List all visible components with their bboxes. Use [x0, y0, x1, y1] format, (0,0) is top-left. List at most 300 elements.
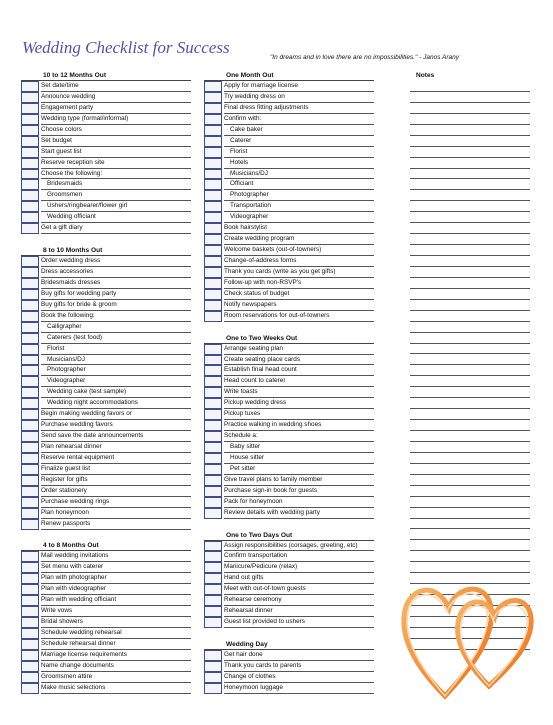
checklist-item-label: Musicians/DJ — [41, 355, 191, 366]
checkbox[interactable] — [204, 300, 222, 311]
checkbox[interactable] — [21, 333, 39, 344]
page-title: Wedding Checklist for Success — [22, 38, 230, 57]
section-heading: One Month Out — [204, 70, 374, 81]
notes-line[interactable] — [410, 442, 530, 453]
checkbox[interactable] — [204, 158, 222, 169]
checklist-item-label: Choose the following: — [41, 169, 191, 180]
checkbox[interactable] — [204, 114, 222, 125]
checkbox[interactable] — [204, 81, 222, 92]
notes-line[interactable] — [410, 267, 530, 278]
notes-line[interactable] — [410, 169, 530, 180]
checklist-item — [21, 387, 191, 398]
checkbox[interactable] — [204, 212, 222, 223]
checklist-item-label: Create seating place cards — [224, 355, 374, 366]
checklist-item-label: House sitter — [224, 453, 374, 464]
checklist-item-label: Wedding officiant — [41, 212, 191, 223]
checklist-item — [204, 442, 374, 453]
checkbox[interactable] — [204, 672, 222, 683]
checkbox[interactable] — [21, 355, 39, 366]
checklist-item-label: Buy gifts for wedding party — [41, 289, 191, 300]
checklist-item-label: Give travel plans to family member — [224, 475, 374, 486]
section-gap — [21, 234, 191, 245]
checklist-section — [21, 245, 191, 529]
checkbox[interactable] — [204, 289, 222, 300]
checkbox[interactable] — [21, 114, 39, 125]
checkbox[interactable] — [204, 245, 222, 256]
checklist-item — [204, 541, 374, 552]
checklist-item-label: Purchase wedding favors — [41, 420, 191, 431]
checklist-item — [21, 289, 191, 300]
checkbox[interactable] — [21, 387, 39, 398]
checklist-item — [204, 551, 374, 562]
checklist-item — [204, 289, 374, 300]
notes-line[interactable] — [410, 333, 530, 344]
checkbox[interactable] — [204, 125, 222, 136]
checklist-item — [204, 617, 374, 628]
checklist-item — [21, 431, 191, 442]
checklist-item-label: Groomsmen — [41, 190, 191, 201]
checkbox[interactable] — [204, 179, 222, 190]
notes-line[interactable] — [410, 387, 530, 398]
checklist-item-label: Make music selections — [41, 683, 191, 694]
checklist-item — [204, 365, 374, 376]
checkbox[interactable] — [21, 376, 39, 387]
checkbox[interactable] — [21, 147, 39, 158]
notes-line[interactable] — [410, 431, 530, 442]
checkbox[interactable] — [21, 420, 39, 431]
notes-line[interactable] — [410, 103, 530, 114]
notes-line[interactable] — [410, 311, 530, 322]
notes-line[interactable] — [410, 125, 530, 136]
checkbox[interactable] — [21, 267, 39, 278]
checklist-item-label: Get hair done — [224, 650, 374, 661]
checkbox[interactable] — [21, 650, 39, 661]
checklist-item-label: Write vows — [41, 606, 191, 617]
checkbox[interactable] — [21, 223, 39, 234]
checklist-item — [204, 431, 374, 442]
checklist-item-label: Bridal showers — [41, 617, 191, 628]
checkbox[interactable] — [204, 486, 222, 497]
checklist-item — [21, 311, 191, 322]
notes-line[interactable] — [410, 201, 530, 212]
checkbox[interactable] — [204, 376, 222, 387]
checkbox[interactable] — [21, 595, 39, 606]
checkbox[interactable] — [21, 322, 39, 333]
checklist-item — [21, 584, 191, 595]
checklist-item-label: Confirm with: — [224, 114, 374, 125]
checklist-item-label: Final dress fitting adjustments — [224, 103, 374, 114]
checkbox[interactable] — [21, 125, 39, 136]
checklist-item — [21, 551, 191, 562]
checkbox[interactable] — [204, 355, 222, 366]
checklist-item — [21, 497, 191, 508]
checkbox[interactable] — [204, 562, 222, 573]
checklist-item — [21, 179, 191, 190]
checkbox[interactable] — [21, 672, 39, 683]
notes-line[interactable] — [410, 212, 530, 223]
checklist-item-label: Write toasts — [224, 387, 374, 398]
notes-line[interactable] — [410, 114, 530, 125]
checkbox[interactable] — [204, 201, 222, 212]
checklist-item-label: Practice walking in wedding shoes — [224, 420, 374, 431]
checklist-item — [204, 497, 374, 508]
checklist-item-label: Name change documents — [41, 661, 191, 672]
checklist-item-label: Transportation — [224, 201, 374, 212]
checklist-item-label: Guest list provided to ushers — [224, 617, 374, 628]
checklist-item-label: Mail wedding invitations — [41, 551, 191, 562]
checklist-item — [204, 661, 374, 672]
checklist-item — [204, 267, 374, 278]
checkbox[interactable] — [21, 442, 39, 453]
notes-lines — [410, 81, 530, 650]
checkbox[interactable] — [204, 136, 222, 147]
notes-line[interactable] — [410, 486, 530, 497]
checkbox[interactable] — [21, 92, 39, 103]
notes-line[interactable] — [410, 475, 530, 486]
checkbox[interactable] — [204, 508, 222, 519]
checklist-item-label: Thank you cards to parents — [224, 661, 374, 672]
checklist-item-label: Musicians/DJ — [224, 169, 374, 180]
checklist-item — [204, 672, 374, 683]
checkbox[interactable] — [21, 81, 39, 92]
checklist-item — [204, 398, 374, 409]
checklist-item — [21, 267, 191, 278]
checkbox[interactable] — [21, 311, 39, 322]
section-gap — [204, 628, 374, 639]
checklist-item-label: Set budget — [41, 136, 191, 147]
checkbox[interactable] — [21, 179, 39, 190]
checkbox[interactable] — [204, 464, 222, 475]
checklist-item-label: Arrange seating plan — [224, 344, 374, 355]
checklist-item-label: Change of clothes — [224, 672, 374, 683]
checklist-item-label: Manicure/Pedicure (relax) — [224, 562, 374, 573]
checklist-item — [204, 234, 374, 245]
notes-line[interactable] — [410, 398, 530, 409]
checklist-item-label: Schedule wedding rehearsal — [41, 628, 191, 639]
checkbox[interactable] — [204, 223, 222, 234]
checklist-item-label: Baby sitter — [224, 442, 374, 453]
notes-line[interactable] — [410, 529, 530, 540]
checklist-item — [21, 650, 191, 661]
checklist-item-label: Assign responsibilities (corsages, greeting, etc) — [224, 541, 374, 552]
checklist-item — [204, 344, 374, 355]
notes-line[interactable] — [410, 453, 530, 464]
notes-line[interactable] — [410, 81, 530, 92]
checklist-item — [21, 519, 191, 530]
checkbox[interactable] — [21, 190, 39, 201]
notes-line[interactable] — [410, 365, 530, 376]
notes-line[interactable] — [410, 376, 530, 387]
checklist-item — [204, 81, 374, 92]
checklist-item — [204, 311, 374, 322]
checklist-item — [204, 147, 374, 158]
checkbox[interactable] — [21, 464, 39, 475]
checklist-item — [21, 475, 191, 486]
checklist-item-label: Caterer — [224, 136, 374, 147]
notes-line[interactable] — [410, 256, 530, 267]
checklist-item — [204, 595, 374, 606]
checkbox[interactable] — [204, 234, 222, 245]
checklist-item — [204, 103, 374, 114]
checklist-item-label: Pet sitter — [224, 464, 374, 475]
checkbox[interactable] — [204, 147, 222, 158]
notes-line[interactable] — [410, 344, 530, 355]
checkbox[interactable] — [21, 475, 39, 486]
checklist-item-label: Head count to caterer — [224, 376, 374, 387]
checklist-item — [204, 212, 374, 223]
checklist-item-label: Room reservations for out-of-towners — [224, 311, 374, 322]
checklist-item — [204, 256, 374, 267]
checkbox[interactable] — [21, 201, 39, 212]
checklist-item — [21, 190, 191, 201]
notes-line[interactable] — [410, 136, 530, 147]
checklist-item-label: Purchase sign-in book for guests — [224, 486, 374, 497]
checkbox[interactable] — [204, 398, 222, 409]
checkbox[interactable] — [21, 497, 39, 508]
notes-line[interactable] — [410, 497, 530, 508]
checkbox[interactable] — [21, 300, 39, 311]
notes-line[interactable] — [410, 190, 530, 201]
notes-line[interactable] — [410, 519, 530, 530]
checklist-section — [21, 70, 191, 234]
checklist-item-label: Videographer — [224, 212, 374, 223]
notes-line[interactable] — [410, 508, 530, 519]
checklist-item-label: Cake baker — [224, 125, 374, 136]
checkbox[interactable] — [204, 92, 222, 103]
checklist-item-label: Announce wedding — [41, 92, 191, 103]
checklist-item — [21, 278, 191, 289]
notes-line[interactable] — [410, 464, 530, 475]
checkbox[interactable] — [21, 278, 39, 289]
notes-line[interactable] — [410, 234, 530, 245]
checkbox[interactable] — [204, 551, 222, 562]
checklist-item — [204, 650, 374, 661]
notes-line[interactable] — [410, 420, 530, 431]
checklist-item-label: Hotels — [224, 158, 374, 169]
notes-line[interactable] — [410, 223, 530, 234]
checklist-item — [21, 606, 191, 617]
checkbox[interactable] — [204, 344, 222, 355]
section-heading: 4 to 8 Months Out — [21, 540, 191, 551]
checklist-item-label: Photographer — [41, 365, 191, 376]
checklist-item — [204, 92, 374, 103]
checklist-item — [21, 158, 191, 169]
checkbox[interactable] — [21, 519, 39, 530]
checklist-item — [204, 376, 374, 387]
checklist-item-label: Plan with videographer — [41, 584, 191, 595]
checklist-item-label: Register for gifts — [41, 475, 191, 486]
checklist-item-label: Apply for marriage license — [224, 81, 374, 92]
checklist-item — [21, 300, 191, 311]
checklist-item — [21, 223, 191, 234]
checkbox[interactable] — [21, 683, 39, 694]
checklist-item — [21, 81, 191, 92]
checkbox[interactable] — [21, 617, 39, 628]
checkbox[interactable] — [21, 158, 39, 169]
checkbox[interactable] — [21, 453, 39, 464]
notes-line[interactable] — [410, 245, 530, 256]
checkbox[interactable] — [21, 289, 39, 300]
checkbox[interactable] — [204, 409, 222, 420]
notes-line[interactable] — [410, 300, 530, 311]
checkbox[interactable] — [204, 650, 222, 661]
checkbox[interactable] — [21, 628, 39, 639]
checklist-item — [21, 453, 191, 464]
checklist-item — [21, 92, 191, 103]
checklist-item — [204, 355, 374, 366]
checkbox[interactable] — [204, 617, 222, 628]
section-heading: Wedding Day — [204, 639, 374, 650]
checklist-item-label: Establish final head count — [224, 365, 374, 376]
checklist-item-label: Reserve reception site — [41, 158, 191, 169]
checkbox[interactable] — [204, 365, 222, 376]
section-gap — [204, 322, 374, 333]
checkbox[interactable] — [204, 573, 222, 584]
checkbox[interactable] — [204, 190, 222, 201]
checklist-item — [21, 573, 191, 584]
checkbox[interactable] — [21, 562, 39, 573]
checklist-item-label: Finalize guest list — [41, 464, 191, 475]
checkbox[interactable] — [204, 683, 222, 694]
checklist-column-1 — [21, 70, 191, 694]
checkbox[interactable] — [21, 169, 39, 180]
checklist-item — [204, 158, 374, 169]
notes-line[interactable] — [410, 179, 530, 190]
checkbox[interactable] — [204, 103, 222, 114]
checklist-item-label: Wedding type (formal/informal) — [41, 114, 191, 125]
checkbox[interactable] — [204, 442, 222, 453]
checkbox[interactable] — [204, 267, 222, 278]
checklist-item — [21, 147, 191, 158]
checklist-item-label: Plan with wedding officiant — [41, 595, 191, 606]
notes-line[interactable] — [410, 92, 530, 103]
checkbox[interactable] — [21, 212, 39, 223]
checkbox[interactable] — [21, 365, 39, 376]
checklist-item — [204, 114, 374, 125]
notes-line[interactable] — [410, 147, 530, 158]
checklist-item — [204, 278, 374, 289]
checkbox[interactable] — [204, 595, 222, 606]
checklist-item — [21, 376, 191, 387]
checklist-item — [21, 617, 191, 628]
checklist-item-label: Pickup wedding dress — [224, 398, 374, 409]
checklist-item-label: Dress accessories — [41, 267, 191, 278]
checklist-item-label: Purchase wedding rings — [41, 497, 191, 508]
checkbox[interactable] — [21, 431, 39, 442]
checkbox[interactable] — [204, 420, 222, 431]
checkbox[interactable] — [204, 661, 222, 672]
checklist-item — [21, 420, 191, 431]
checkbox[interactable] — [204, 497, 222, 508]
checklist-item — [21, 486, 191, 497]
checkbox[interactable] — [21, 409, 39, 420]
checkbox[interactable] — [204, 584, 222, 595]
checkbox[interactable] — [21, 486, 39, 497]
checklist-item — [21, 125, 191, 136]
checkbox[interactable] — [204, 431, 222, 442]
checkbox[interactable] — [21, 584, 39, 595]
checkbox[interactable] — [21, 573, 39, 584]
checkbox[interactable] — [21, 508, 39, 519]
checkbox[interactable] — [204, 278, 222, 289]
checklist-item — [204, 190, 374, 201]
checkbox[interactable] — [21, 136, 39, 147]
checklist-item-label: Hand out gifts — [224, 573, 374, 584]
notes-line[interactable] — [410, 409, 530, 420]
quote: "In dreams and in love there are no impossibilities." - Janos Arany — [270, 54, 459, 61]
checkbox[interactable] — [21, 661, 39, 672]
checklist-item — [204, 201, 374, 212]
checkbox[interactable] — [204, 311, 222, 322]
checkbox[interactable] — [21, 551, 39, 562]
checklist-item-label: Plan honeymoon — [41, 508, 191, 519]
notes-column — [410, 70, 530, 650]
notes-line[interactable] — [410, 158, 530, 169]
hearts-icon — [397, 568, 537, 703]
checkbox[interactable] — [204, 541, 222, 552]
checkbox[interactable] — [204, 169, 222, 180]
checklist-item-label: Order wedding dress — [41, 256, 191, 267]
notes-line[interactable] — [410, 551, 530, 562]
checkbox[interactable] — [21, 639, 39, 650]
checkbox[interactable] — [21, 103, 39, 114]
checklist-item — [21, 333, 191, 344]
checklist-item-label: Welcome baskets (out-of-towners) — [224, 245, 374, 256]
notes-line[interactable] — [410, 354, 530, 365]
checklist-item — [204, 169, 374, 180]
notes-line[interactable] — [410, 540, 530, 551]
checklist-item-label: Plan rehearsal dinner — [41, 442, 191, 453]
checklist-item-label: Create wedding program — [224, 234, 374, 245]
checklist-item-label: Schedule rehearsal dinner — [41, 639, 191, 650]
checklist-item-label: Review details with wedding party — [224, 508, 374, 519]
checklist-item-label: Check status of budget — [224, 289, 374, 300]
checklist-item-label: Plan with photographer — [41, 573, 191, 584]
checkbox[interactable] — [21, 606, 39, 617]
checklist-item — [204, 245, 374, 256]
checklist-item-label: Send save the date announcements — [41, 431, 191, 442]
checkbox[interactable] — [21, 344, 39, 355]
checkbox[interactable] — [21, 256, 39, 267]
checklist-item — [21, 661, 191, 672]
checklist-item — [21, 464, 191, 475]
checklist-item — [204, 125, 374, 136]
checklist-item-label: Set date/time — [41, 81, 191, 92]
checklist-item — [21, 672, 191, 683]
checklist-item — [21, 256, 191, 267]
checklist-item-label: Honeymoon luggage — [224, 683, 374, 694]
checklist-item — [204, 179, 374, 190]
notes-line[interactable] — [410, 278, 530, 289]
checklist-item-label: Wedding cake (test sample) — [41, 387, 191, 398]
section-heading: 8 to 10 Months Out — [21, 245, 191, 256]
checklist-item — [204, 683, 374, 694]
checklist-item — [21, 365, 191, 376]
notes-line[interactable] — [410, 289, 530, 300]
checklist-item-label: Meet with out-of-town guests — [224, 584, 374, 595]
checkbox[interactable] — [204, 475, 222, 486]
checkbox[interactable] — [204, 606, 222, 617]
checklist-item-label: Videographer — [41, 376, 191, 387]
section-gap — [21, 530, 191, 541]
checkbox[interactable] — [204, 453, 222, 464]
notes-line[interactable] — [410, 322, 530, 333]
checklist-column-2 — [204, 70, 374, 694]
checkbox[interactable] — [204, 387, 222, 398]
checkbox[interactable] — [204, 256, 222, 267]
checkbox[interactable] — [21, 398, 39, 409]
checklist-item — [204, 223, 374, 234]
